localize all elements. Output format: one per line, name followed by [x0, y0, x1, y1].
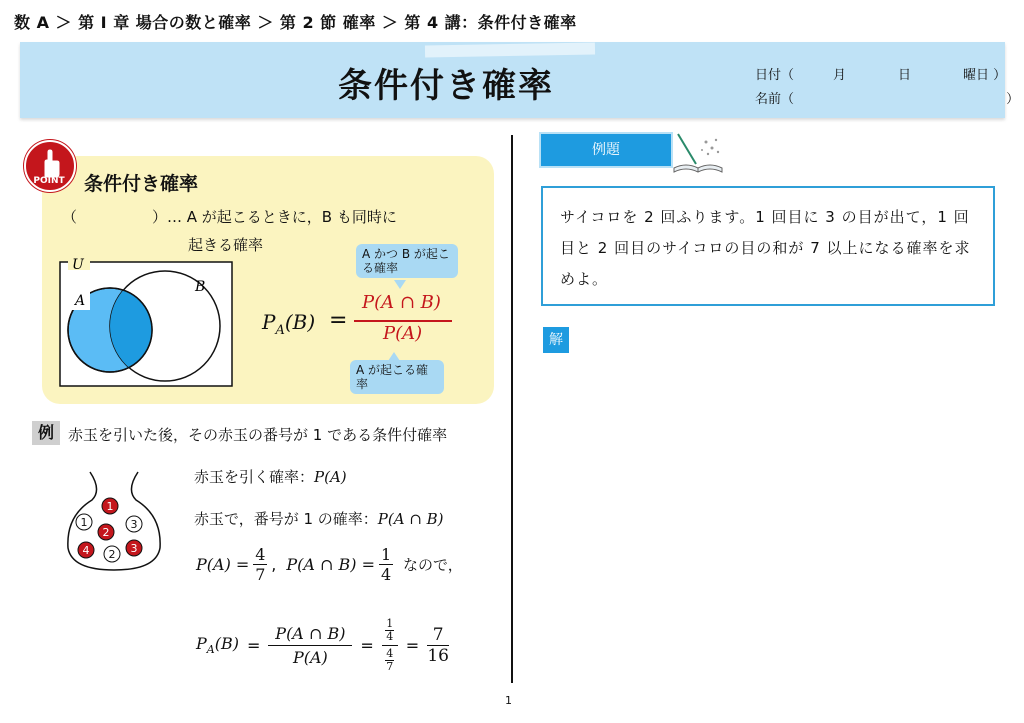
ball-label: 3 — [130, 542, 138, 555]
formula-denominator: P(A) — [383, 323, 423, 344]
answer-label: 解 — [543, 327, 569, 353]
ball-label: 3 — [130, 518, 138, 531]
prob-red-math: P(A) — [314, 468, 347, 486]
inner-den-bot: 7 — [386, 660, 394, 673]
inner-num-bot: 4 — [386, 630, 394, 643]
formula-fraction-bar — [354, 320, 452, 322]
frac-pa — [253, 545, 267, 584]
venn-label-b: B — [195, 279, 206, 295]
ball-label: 2 — [102, 526, 110, 539]
formula-equals: = — [329, 308, 348, 333]
inner-den-top: 4 — [386, 647, 394, 660]
exercise-problem: サイコロを 2 回ふります。1 回目に 3 の目が出て，1 回目と 2 回目のサイコロの目の和が 7 以上になる確率を求めよ。 — [560, 208, 971, 288]
ball-label: 1 — [106, 500, 114, 513]
inner-num-top: 1 — [386, 617, 394, 630]
date-field-label: 日付（ 月 日 曜日 ） — [755, 68, 1007, 83]
name-field-label: 名前（ ） — [755, 92, 1020, 107]
calc2-den: P(A) — [292, 648, 328, 667]
venn-diagram — [58, 258, 238, 390]
definition-line-1: （ ）… A が起こるときに，B も同時に — [62, 208, 397, 226]
point-heading: 条件付き確率 — [84, 173, 199, 195]
frac-pab — [379, 545, 393, 584]
ball-label: 4 — [82, 544, 90, 557]
ball-label: 2 — [108, 548, 116, 561]
calc2-num: P(A ∩ B) — [275, 624, 346, 643]
frac-pab-num: 1 — [380, 545, 392, 564]
callout-a: A が起こる確率 — [350, 360, 444, 394]
formula-numerator: P(A ∩ B) — [362, 292, 441, 313]
calc-pa: P(A) = — [196, 555, 250, 574]
formula-left: $P_A(B)$ — [262, 310, 316, 338]
result-num: 7 — [432, 625, 444, 645]
frac-pab-den: 4 — [380, 565, 392, 584]
column-divider — [511, 135, 513, 683]
result-den: 16 — [427, 646, 449, 666]
breadcrumb: 数 A ＞ 第 I 章 場合の数と確率 ＞ 第 2 節 確率 ＞ 第 4 講：条件付き確率 — [14, 13, 577, 32]
calc2-left: $P_A(B)$ — [196, 634, 239, 657]
prob-red-line — [194, 466, 347, 487]
calc-line-2: $P_A(B)$ = P(A ∩ B) P(A) = 1 4 4 7 = 7 16 — [196, 617, 449, 673]
frac-pa-num: 4 — [255, 545, 266, 564]
callout-a-and-b: A かつ B が起こる確率 — [356, 244, 458, 278]
venn-label-u: U — [72, 258, 84, 273]
page-title: 条件付き確率 — [338, 66, 554, 106]
calc-pab: P(A ∩ B) = — [286, 555, 376, 574]
prob-red-one-math: P(A ∩ B) — [377, 510, 444, 528]
calc2-result — [427, 625, 449, 666]
exercise-tab: 例題 — [541, 134, 671, 166]
venn-label-a: A — [75, 293, 86, 309]
page-number: 1 — [505, 694, 512, 707]
prob-red-one-text: 赤玉で，番号が 1 の確率： — [194, 510, 378, 528]
point-badge-label: POINT — [33, 176, 65, 186]
ball-label: 1 — [80, 516, 88, 529]
definition-line-2: 起きる確率 — [188, 236, 264, 254]
frac-pa-den: 7 — [255, 565, 266, 584]
calc2-fraction — [268, 624, 352, 667]
callout-pointer-top — [394, 280, 406, 290]
example-badge: 例 — [32, 421, 60, 445]
open-book-icon — [668, 128, 728, 180]
prob-red-text: 赤玉を引く確率： — [194, 468, 315, 486]
example-text: 赤玉を引いた後，その赤玉の番号が 1 である条件付確率 — [68, 426, 448, 444]
calc-line-1: P(A) = 4 7 , P(A ∩ B) = 1 4 なので， — [196, 545, 463, 584]
ball-bag-illustration — [62, 470, 166, 574]
prob-red-one-line — [194, 508, 444, 529]
calc-tail: なので， — [403, 556, 463, 574]
calc2-complex-fraction — [382, 618, 398, 673]
